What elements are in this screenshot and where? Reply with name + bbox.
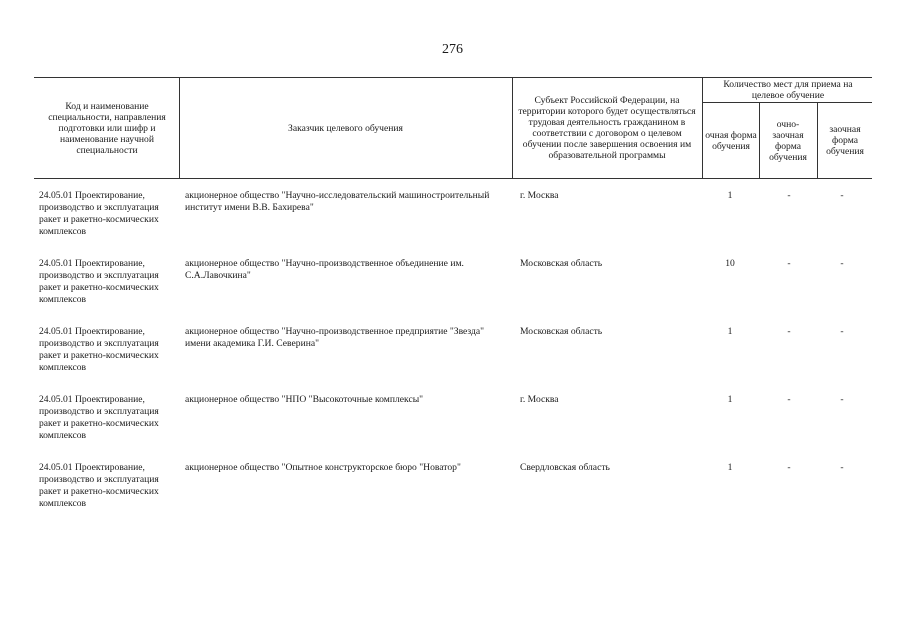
row-code: 24.05.01 Проектирование, производство и эксплуатация ракет и ракетно-космических комплексов (39, 258, 159, 305)
row-full-time: 1 (727, 394, 733, 405)
row-part-time: - (840, 462, 844, 473)
row-mixed: - (787, 462, 791, 473)
header-divider (817, 102, 818, 178)
row-part-time: - (840, 326, 844, 337)
row-part-time: - (840, 258, 844, 269)
row-customer: акционерное общество "Научно-производственное объединение им. С.А.Лавочкина" (185, 258, 464, 281)
row-customer: акционерное общество "Опытное конструкторское бюро "Новатор" (185, 462, 461, 473)
row-full-time: 1 (727, 462, 733, 473)
header-part-time: заочная форма обучения (826, 124, 864, 157)
row-customer: акционерное общество "Научно-исследовательский машиностроительный институт имени В.В. Бахирева" (185, 190, 490, 213)
row-code: 24.05.01 Проектирование, производство и эксплуатация ракет и ракетно-космических комплексов (39, 190, 159, 237)
row-code: 24.05.01 Проектирование, производство и эксплуатация ракет и ракетно-космических комплексов (39, 462, 159, 509)
header-customer: Заказчик целевого обучения (288, 122, 403, 134)
row-code: 24.05.01 Проектирование, производство и эксплуатация ракет и ракетно-космических комплексов (39, 394, 159, 441)
row-mixed: - (787, 190, 791, 201)
row-full-time: 1 (727, 326, 733, 337)
header-region: Субъект Российской Федерации, на территории которого будет осуществляться трудовая деятельность гражданином в соответствии с договором о целевом обучении после завершения освоения им образовательной программы (518, 95, 696, 161)
header-full-time: очная форма обучения (705, 129, 757, 152)
row-region: г. Москва (520, 394, 559, 405)
row-part-time: - (840, 190, 844, 201)
row-customer: акционерное общество "НПО "Высокоточные комплексы" (185, 394, 424, 405)
row-customer: акционерное общество "Научно-производственное предприятие "Звезда" имени академика Г.И. Северина" (185, 326, 485, 349)
row-part-time: - (840, 394, 844, 405)
header-divider (702, 78, 703, 178)
header-places: Количество мест для приема на целевое обучение (723, 79, 853, 101)
row-full-time: 1 (727, 190, 733, 201)
page-number: 276 (442, 42, 463, 57)
header-divider (179, 78, 180, 178)
row-region: Свердловская область (520, 462, 610, 473)
row-region: г. Москва (520, 190, 559, 201)
row-region: Московская область (520, 258, 603, 269)
row-mixed: - (787, 326, 791, 337)
header-divider (759, 102, 760, 178)
row-code: 24.05.01 Проектирование, производство и эксплуатация ракет и ракетно-космических комплексов (39, 326, 159, 373)
header-code: Код и наименование специальности, направления подготовки или шифр и наименование научной специальности (48, 100, 166, 156)
table-header (34, 77, 872, 179)
header-mixed: очно-заочная форма обучения (769, 118, 807, 163)
header-divider (512, 78, 513, 178)
row-mixed: - (787, 394, 791, 405)
row-full-time: 10 (725, 258, 735, 269)
row-region: Московская область (520, 326, 603, 337)
row-mixed: - (787, 258, 791, 269)
